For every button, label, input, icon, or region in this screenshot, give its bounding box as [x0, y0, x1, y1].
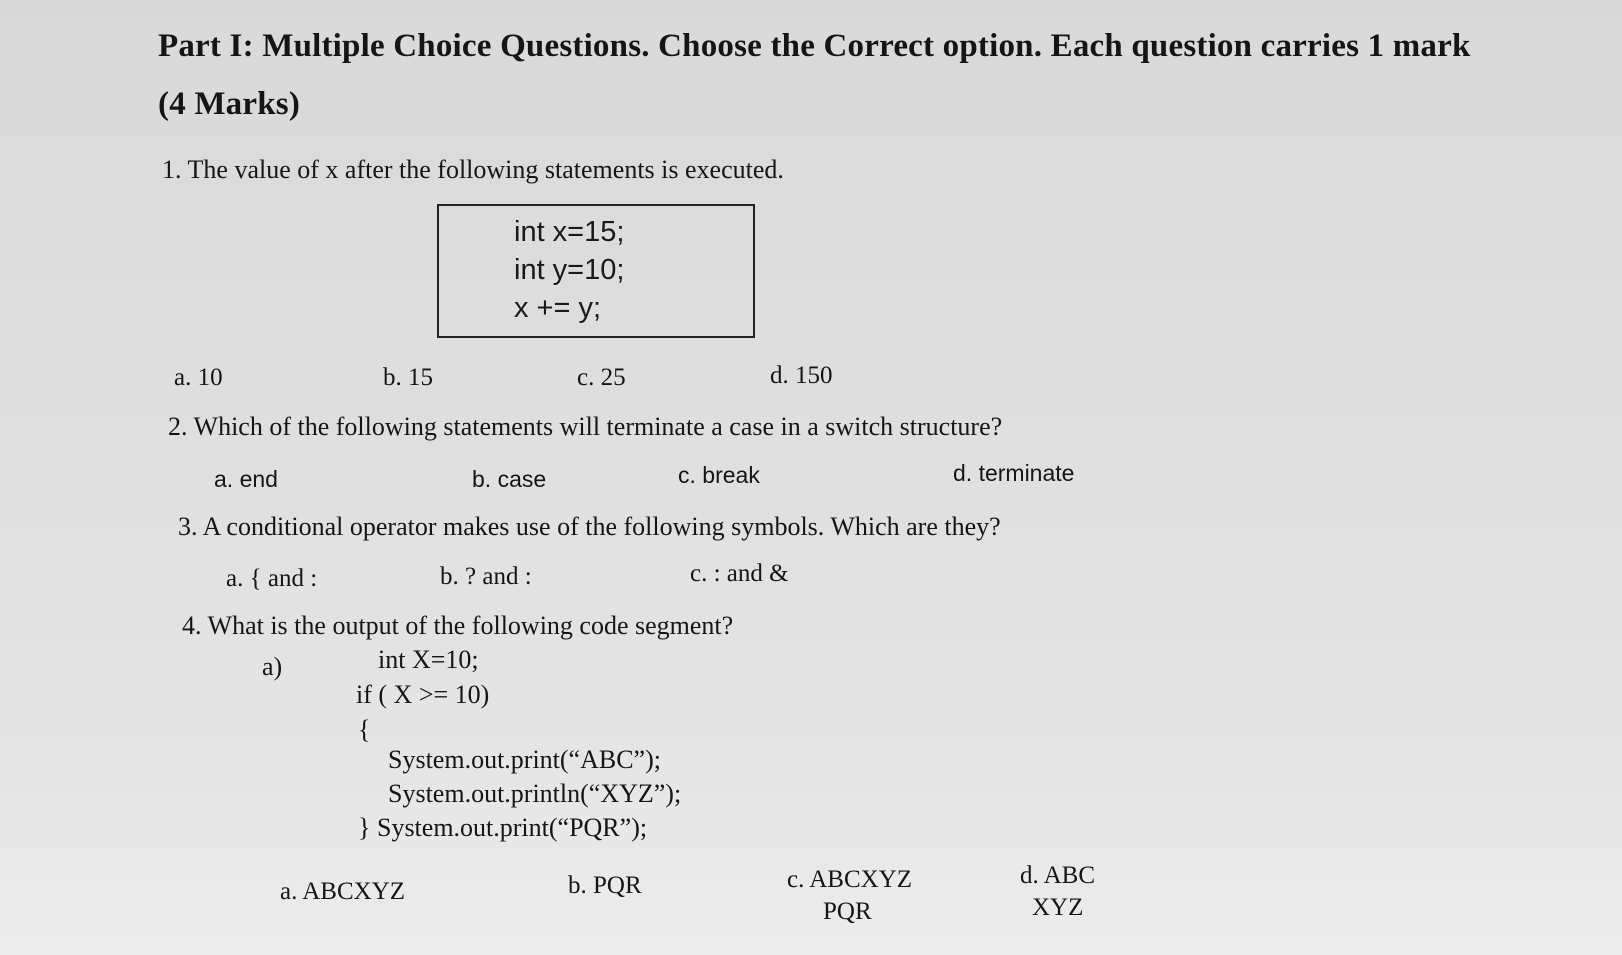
section-title: Part I: Multiple Choice Questions. Choose the Correct option. Each question carries 1 mark [158, 28, 1471, 64]
question-4-part-label: a) [262, 652, 283, 681]
question-2-option-c: c. break [678, 462, 760, 488]
code-line: System.out.print(“ABC”); [388, 745, 661, 774]
question-4-text: 4. What is the output of the following code segment? [182, 611, 734, 640]
question-4-option-a: a. ABCXYZ [280, 878, 405, 905]
marks-label: (4 Marks) [158, 86, 301, 122]
code-line: int y=10; [514, 254, 625, 286]
question-4-option-d-line2: XYZ [1032, 894, 1084, 921]
question-2-option-a: a. end [214, 466, 278, 492]
code-line: int x=15; [514, 216, 625, 248]
question-4-option-c: c. ABCXYZ [787, 866, 912, 893]
question-3-text: 3. A conditional operator makes use of the following symbols. Which are they? [178, 512, 1001, 541]
question-1-code-box [437, 204, 755, 338]
question-3-option-c: c. : and & [690, 560, 789, 587]
question-4-option-d: d. ABC [1020, 862, 1096, 889]
question-2-text: 2. Which of the following statements will terminate a case in a switch structure? [168, 412, 1003, 441]
question-1-text: 1. The value of x after the following statements is executed. [162, 155, 784, 184]
code-line: int X=10; [378, 645, 479, 674]
question-3-option-b: b. ? and : [440, 563, 532, 590]
question-4-option-b: b. PQR [568, 872, 642, 899]
question-1-option-c: c. 25 [577, 364, 626, 391]
question-1-option-d: d. 150 [770, 362, 833, 389]
code-line: } System.out.print(“PQR”); [358, 813, 648, 842]
code-line: { [358, 715, 371, 744]
code-line: if ( X >= 10) [356, 680, 490, 709]
question-2-option-d: d. terminate [953, 460, 1075, 486]
question-2-option-b: b. case [472, 466, 547, 492]
question-4-option-c-line2: PQR [823, 898, 872, 925]
code-line: x += y; [514, 292, 602, 324]
question-1-option-b: b. 15 [383, 364, 433, 391]
code-line: System.out.println(“XYZ”); [388, 779, 682, 808]
question-1-option-a: a. 10 [174, 364, 223, 391]
question-3-option-a: a. { and : [226, 565, 318, 592]
